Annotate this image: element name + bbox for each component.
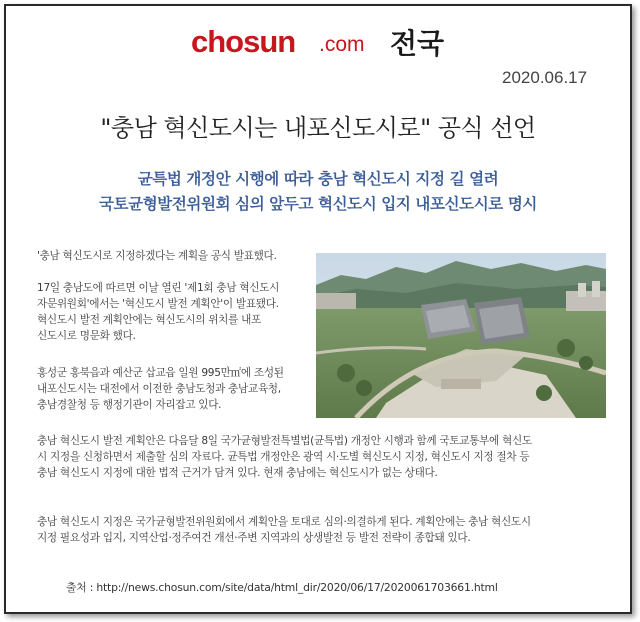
aerial-photo-image bbox=[316, 253, 606, 418]
text-line: 17일 충남도에 따르면 이날 열린 '제1회 충남 혁신도시 bbox=[37, 282, 280, 294]
text-line: 충남경찰청 등 행정기관이 자리잡고 있다. bbox=[37, 399, 222, 411]
text-line: 내포신도시는 대전에서 이전한 충남도청과 충남교육청, bbox=[37, 383, 281, 395]
chosun-logo[interactable]: chosun bbox=[191, 24, 296, 59]
text-line: 홍성군 홍북읍과 예산군 삽교읍 일원 995만㎡에 조성된 bbox=[37, 367, 284, 379]
paragraph-2 bbox=[37, 280, 307, 344]
article-date: 2020.06.17 bbox=[502, 68, 588, 87]
article-frame bbox=[4, 4, 632, 614]
source-link[interactable]: 출처 : http://news.chosun.com/site/data/html_dir/2020/06/17/2020061703661.html bbox=[66, 581, 498, 594]
chosun-logo-domain: .com bbox=[319, 33, 365, 56]
text-line: 신도시로 명문화 했다. bbox=[37, 330, 136, 342]
text-line: '충남 혁신도시로 지정하겠다는 계획을 공식 발표했다. bbox=[37, 250, 277, 262]
text-line: 혁신도시 발전 계획안에는 혁신도시의 위치를 내포 bbox=[37, 314, 261, 326]
text-line: 충남 혁신도시 지정에 대한 법적 근거가 담겨 있다. 현재 충남에는 혁신도시가 없는 상태다. bbox=[37, 467, 438, 479]
text-line: 시 지정을 신청하면서 제출할 심의 자료다. 균특법 개정안은 광역 시·도별 혁신도시 지정, 혁신도시 지정 절차 등 bbox=[37, 451, 530, 463]
paragraph-1 bbox=[37, 248, 307, 264]
paragraph-5 bbox=[37, 514, 597, 546]
text-line: 자문위원회'에서는 '혁신도시 발전 계획안'이 발표됐다. bbox=[37, 298, 279, 310]
text-line: 지정 필요성과 입지, 지역산업·정주여건 개선·주변 지역과의 상생발전 등 발전 전략이 종합돼 있다. bbox=[37, 532, 471, 544]
article-subtitle-1: 균특법 개정안 시행에 따라 충남 혁신도시 지정 길 열려 bbox=[137, 170, 499, 188]
section-label: 전국 bbox=[390, 27, 445, 60]
site-header bbox=[6, 16, 630, 60]
aerial-photo bbox=[316, 253, 606, 418]
text-line: 충남 혁신도시 발전 계획안은 다음달 8일 국가균형발전특별법(균특법) 개정안 시행과 함께 국토교통부에 혁신도 bbox=[37, 435, 532, 447]
article-headline: "충남 혁신도시는 내포신도시로" 공식 선언 bbox=[100, 114, 536, 142]
paragraph-3 bbox=[37, 365, 307, 413]
text-line: 충남 혁신도시 지정은 국가균형발전위원회에서 계획안을 토대로 심의·의결하게 된다. 계획안에는 충남 혁신도시 bbox=[37, 516, 531, 528]
article-subtitle-2: 국토균형발전위원회 심의 앞두고 혁신도시 입지 내포신도시로 명시 bbox=[98, 195, 538, 213]
paragraph-4 bbox=[37, 433, 597, 481]
